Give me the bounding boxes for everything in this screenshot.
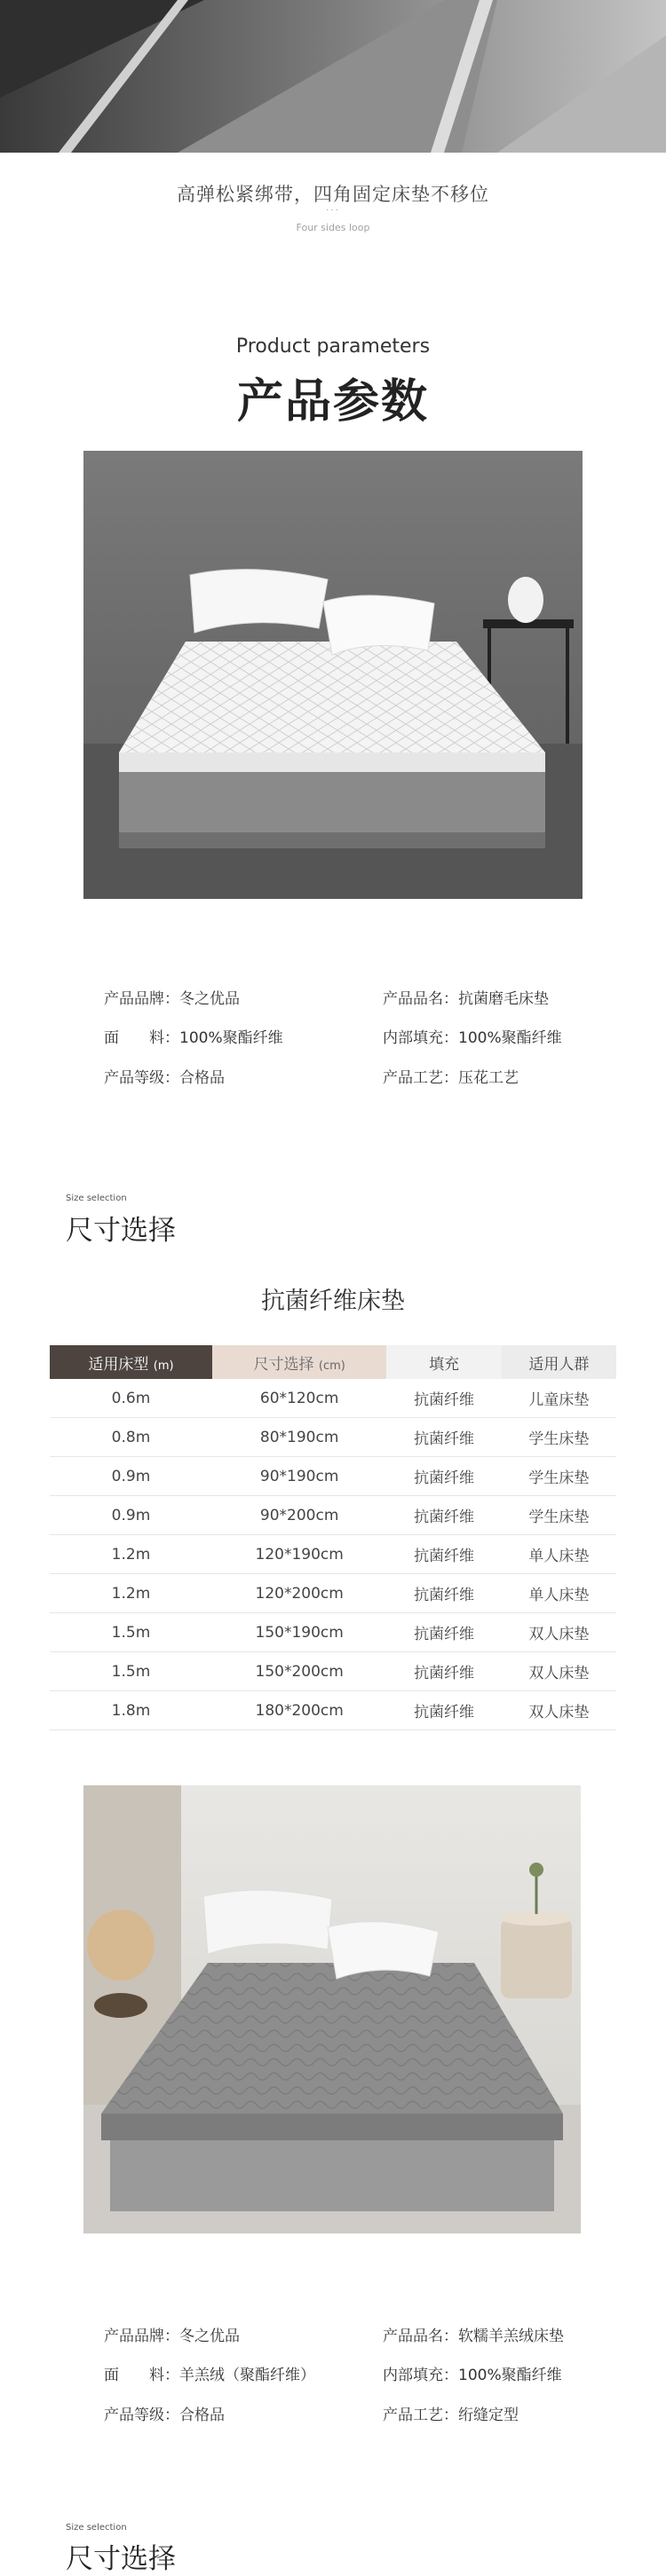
cell-size: 60*120cm	[212, 1379, 387, 1418]
cell-filling: 抗菌纤维	[386, 1613, 501, 1652]
cell-size: 90*200cm	[212, 1496, 387, 1535]
size-selection-cn-2: 尺寸选择	[66, 2543, 176, 2575]
cell-bed-type: 1.2m	[50, 1574, 212, 1613]
cell-audience: 学生床垫	[502, 1457, 616, 1496]
cell-audience: 学生床垫	[502, 1496, 616, 1535]
cell-filling: 抗菌纤维	[386, 1691, 501, 1730]
header-audience: 适用人群	[502, 1345, 616, 1379]
cell-size: 150*200cm	[212, 1652, 387, 1691]
spec-product-name: 产品品名：抗菌磨毛床垫	[383, 990, 549, 1008]
cell-size: 180*200cm	[212, 1691, 387, 1730]
spec2-grade: 产品等级：合格品	[104, 2407, 225, 2424]
table-row	[50, 1613, 616, 1652]
size-table	[50, 1345, 616, 1730]
cell-bed-type: 1.5m	[50, 1613, 212, 1652]
spec-brand: 产品品牌：冬之优品	[104, 990, 240, 1008]
cell-audience: 单人床垫	[502, 1574, 616, 1613]
size-selection-en: Size selection	[66, 1193, 127, 1203]
cell-bed-type: 1.8m	[50, 1691, 212, 1730]
table-row	[50, 1418, 616, 1457]
cell-bed-type: 0.8m	[50, 1418, 212, 1457]
size-table-header	[50, 1345, 616, 1379]
cell-bed-type: 1.5m	[50, 1652, 212, 1691]
size-selection-en-2: Size selection	[66, 2523, 127, 2533]
cell-size: 150*190cm	[212, 1613, 387, 1652]
spec-grade: 产品等级：合格品	[104, 1069, 225, 1087]
cell-bed-type: 0.6m	[50, 1379, 212, 1418]
cell-filling: 抗菌纤维	[386, 1535, 501, 1574]
cell-size: 120*190cm	[212, 1535, 387, 1574]
cell-audience: 双人床垫	[502, 1652, 616, 1691]
product-photo-grey-mattress	[83, 1785, 581, 2233]
table-row	[50, 1496, 616, 1535]
cell-filling: 抗菌纤维	[386, 1457, 501, 1496]
tagline-subtitle: Four sides loop	[296, 222, 370, 233]
cell-audience: 单人床垫	[502, 1535, 616, 1574]
spec-craft: 产品工艺：压花工艺	[383, 1069, 519, 1087]
cell-audience: 双人床垫	[502, 1613, 616, 1652]
spec-filling: 内部填充：100%聚酯纤维	[383, 1029, 562, 1047]
spec2-craft: 产品工艺：绗缝定型	[383, 2407, 519, 2424]
cell-size: 80*190cm	[212, 1418, 387, 1457]
spec-fabric: 面 料：100%聚酯纤维	[104, 1029, 283, 1047]
cell-filling: 抗菌纤维	[386, 1574, 501, 1613]
section-title-en: Product parameters	[235, 335, 431, 358]
cell-audience: 儿童床垫	[502, 1379, 616, 1418]
cell-audience: 双人床垫	[502, 1691, 616, 1730]
cell-bed-type: 0.9m	[50, 1496, 212, 1535]
cell-size: 90*190cm	[212, 1457, 387, 1496]
spec2-product-name: 产品品名：软糯羊羔绒床垫	[383, 2328, 564, 2345]
spec2-brand: 产品品牌：冬之优品	[104, 2328, 240, 2345]
table-row	[50, 1379, 616, 1418]
header-filling: 填充	[386, 1345, 501, 1379]
table-row	[50, 1652, 616, 1691]
table-row	[50, 1574, 616, 1613]
table-row	[50, 1691, 616, 1730]
cell-audience: 学生床垫	[502, 1418, 616, 1457]
hero-image	[0, 0, 666, 153]
spec2-filling: 内部填充：100%聚酯纤维	[383, 2367, 562, 2384]
section-title-cn: 产品参数	[236, 375, 429, 429]
table-row	[50, 1457, 616, 1496]
cell-bed-type: 1.2m	[50, 1535, 212, 1574]
cell-filling: 抗菌纤维	[386, 1418, 501, 1457]
cell-filling: 抗菌纤维	[386, 1652, 501, 1691]
spec2-fabric: 面 料：羊羔绒（聚酯纤维）	[104, 2367, 315, 2384]
cell-filling: 抗菌纤维	[386, 1496, 501, 1535]
table-row	[50, 1535, 616, 1574]
tagline-dots: ···	[326, 206, 340, 216]
cell-filling: 抗菌纤维	[386, 1379, 501, 1418]
header-size: 尺寸选择 (cm)	[212, 1345, 387, 1379]
cell-bed-type: 0.9m	[50, 1457, 212, 1496]
header-bed-type: 适用床型 (m)	[50, 1345, 212, 1379]
tagline: 高弹松紧绑带，四角固定床垫不移位	[177, 184, 489, 205]
size-table-title: 抗菌纤维床垫	[261, 1288, 405, 1315]
cell-size: 120*200cm	[212, 1574, 387, 1613]
product-photo-white-mattress	[83, 451, 583, 899]
size-selection-cn: 尺寸选择	[66, 1215, 176, 1247]
